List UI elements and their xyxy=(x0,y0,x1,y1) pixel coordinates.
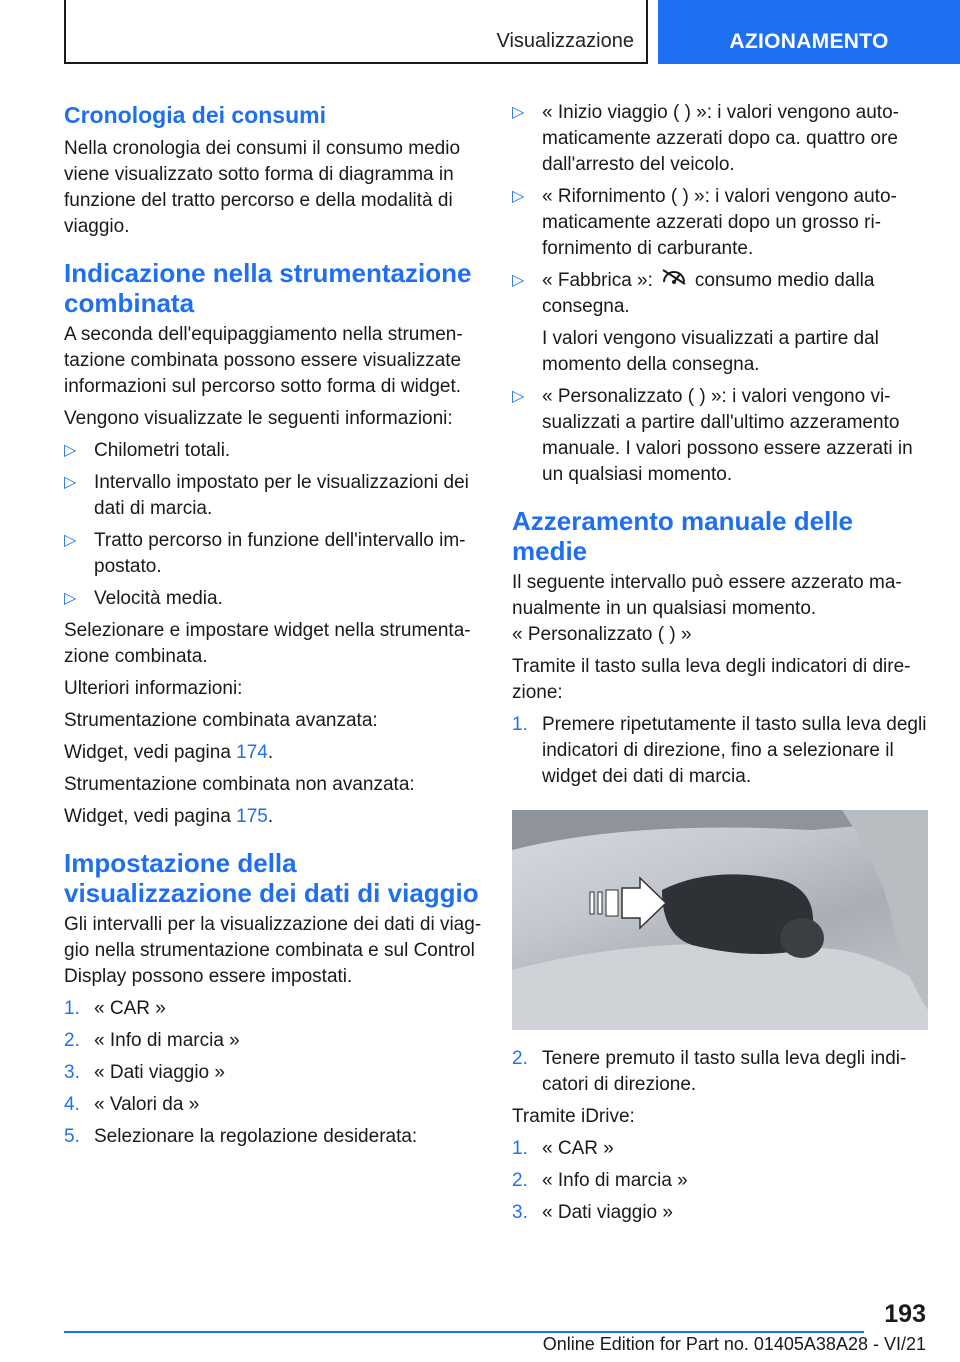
paragraph-ulteriori: Ulteriori informazioni: xyxy=(64,678,243,699)
paragraph-impostazione: Gli intervalli per la visualizzazione dei dati di viaggio nella strumentazione combinata e sul Control Display possono essere impostati. xyxy=(64,914,482,987)
paragraph-fabbrica-note: I valori vengono visualizzati a partire dal momento della consegna. xyxy=(542,328,879,376)
right-column xyxy=(512,100,930,1232)
steps-list-a xyxy=(512,712,930,790)
header-frame xyxy=(64,0,648,64)
list-item: 4. « Valori da » xyxy=(64,1094,200,1115)
triangle-bullet-icon: ▷ xyxy=(512,188,525,205)
paragraph-azzeramento: Il seguente intervallo può essere azzerato manualmente in un qualsiasi momento. xyxy=(512,572,902,620)
triangle-bullet-icon: ▷ xyxy=(64,532,77,549)
steps-list-c xyxy=(512,1136,930,1226)
list-item: ▷ Velocità media. xyxy=(64,586,482,612)
paragraph-widget-175: Widget, vedi pagina 175. xyxy=(64,806,274,827)
list-item: ▷ « Inizio viaggio ( ) »: i valori vengono automaticamente azzerati dopo ca. quattro ore dall'arresto del veicolo. xyxy=(512,102,899,175)
paragraph-tramite-idrive: Tramite iDrive: xyxy=(512,1106,635,1128)
steps-list-b xyxy=(512,1046,930,1098)
consumption-gauge-icon xyxy=(661,268,687,294)
chapter-tab-label: AZIONAMENTO xyxy=(729,30,889,53)
left-column xyxy=(64,100,482,1156)
triangle-bullet-icon: ▷ xyxy=(512,388,525,406)
paragraph-avanzata: Strumentazione combinata avanzata: xyxy=(64,710,378,731)
list-item: 5. Selezionare la regolazione desiderata: xyxy=(64,1126,418,1147)
triangle-bullet-icon: ▷ xyxy=(64,474,77,491)
paragraph-selezionare: Selezionare e impostare widget nella strumentazione combinata. xyxy=(64,620,471,667)
list-item: 1. Premere ripetutamente il tasto sulla leva degli indicatori di direzione, fino a selezionare il widget dei dati di marcia. xyxy=(512,714,927,788)
list-item: 3. « Dati viaggio » xyxy=(64,1062,225,1083)
list-item: 2. « Info di marcia » xyxy=(512,1170,688,1192)
list-item: 2. « Info di marcia » xyxy=(64,1030,240,1051)
paragraph-tramite-tasto: Tramite il tasto sulla leva degli indicatori di direzione: xyxy=(512,656,911,704)
triangle-bullet-icon: ▷ xyxy=(64,590,77,607)
triangle-bullet-icon: ▷ xyxy=(64,442,77,459)
info-bullet-list xyxy=(64,438,482,612)
triangle-bullet-icon: ▷ xyxy=(512,104,525,121)
list-item: ▷ Intervallo impostato per le visualizzazioni dei dati di marcia. xyxy=(64,472,469,519)
list-item: 1. « CAR » xyxy=(512,1138,614,1160)
paragraph-non-avanzata: Strumentazione combinata non avanzata: xyxy=(64,774,415,795)
stalk-photo xyxy=(512,810,928,1030)
paragraph-indicazione: A seconda dell'equipaggiamento nella strumentazione combinata possono essere visualizzate informazioni sul percorso sotto forma di widget. xyxy=(64,324,463,397)
chapter-tab xyxy=(658,0,960,64)
footer-divider xyxy=(64,1331,864,1333)
triangle-bullet-icon: ▷ xyxy=(512,272,525,289)
paragraph-cronologia: Nella cronologia dei consumi il consumo medio viene visualizzato sotto forma di diagramma in funzione del tratto percorso e della modalità di viaggio. xyxy=(64,138,461,237)
page-link-174[interactable]: 174 xyxy=(236,742,268,763)
paragraph-vengono: Vengono visualizzate le seguenti informazioni: xyxy=(64,408,453,429)
list-item: 2. Tenere premuto il tasto sulla leva degli indicatori di direzione. xyxy=(512,1048,907,1096)
paragraph-widget-174: Widget, vedi pagina 174. xyxy=(64,742,274,763)
list-item: ▷ Chilometri totali. xyxy=(64,438,482,464)
list-item: ▷ « Personalizzato ( ) »: i valori vengono visualizzati a partire dall'ultimo azzeramento manuale. I valori possono essere azzerati in un qualsiasi momento. xyxy=(512,386,913,486)
heading-impostazione: Impostazione della visualizzazione dei dati di viaggio xyxy=(64,848,479,908)
list-item: ▷ « Rifornimento ( ) »: i valori vengono automaticamente azzerati dopo un grosso rifornimento di carburante. xyxy=(512,186,897,259)
list-item: ▷ Tratto percorso in funzione dell'intervallo impostato. xyxy=(64,530,466,577)
section-title: Visualizzazione xyxy=(496,30,634,52)
list-item: 1. « CAR » xyxy=(64,998,166,1019)
list-item: ▷ « Fabbrica »: consumo medio dalla consegna. I valori vengono visualizzati a partire dal momento della consegna. xyxy=(512,268,930,378)
heading-cronologia: Cronologia dei consumi xyxy=(64,102,326,128)
options-bullet-list xyxy=(512,100,930,488)
page-link-175[interactable]: 175 xyxy=(236,806,268,827)
paragraph-personalizzato: « Personalizzato ( ) » xyxy=(512,624,692,646)
heading-azzeramento: Azzeramento manuale delle medie xyxy=(512,506,853,567)
turn-signal-stalk-illustration xyxy=(512,810,928,1030)
heading-indicazione: Indicazione nella strumentazione combinata xyxy=(64,258,472,318)
page-number: 193 xyxy=(884,1300,926,1328)
steps-list xyxy=(64,996,482,1150)
list-item: 3. « Dati viaggio » xyxy=(512,1202,673,1224)
edition-note: Online Edition for Part no. 01405A38A28 - VI/21 xyxy=(542,1334,926,1354)
